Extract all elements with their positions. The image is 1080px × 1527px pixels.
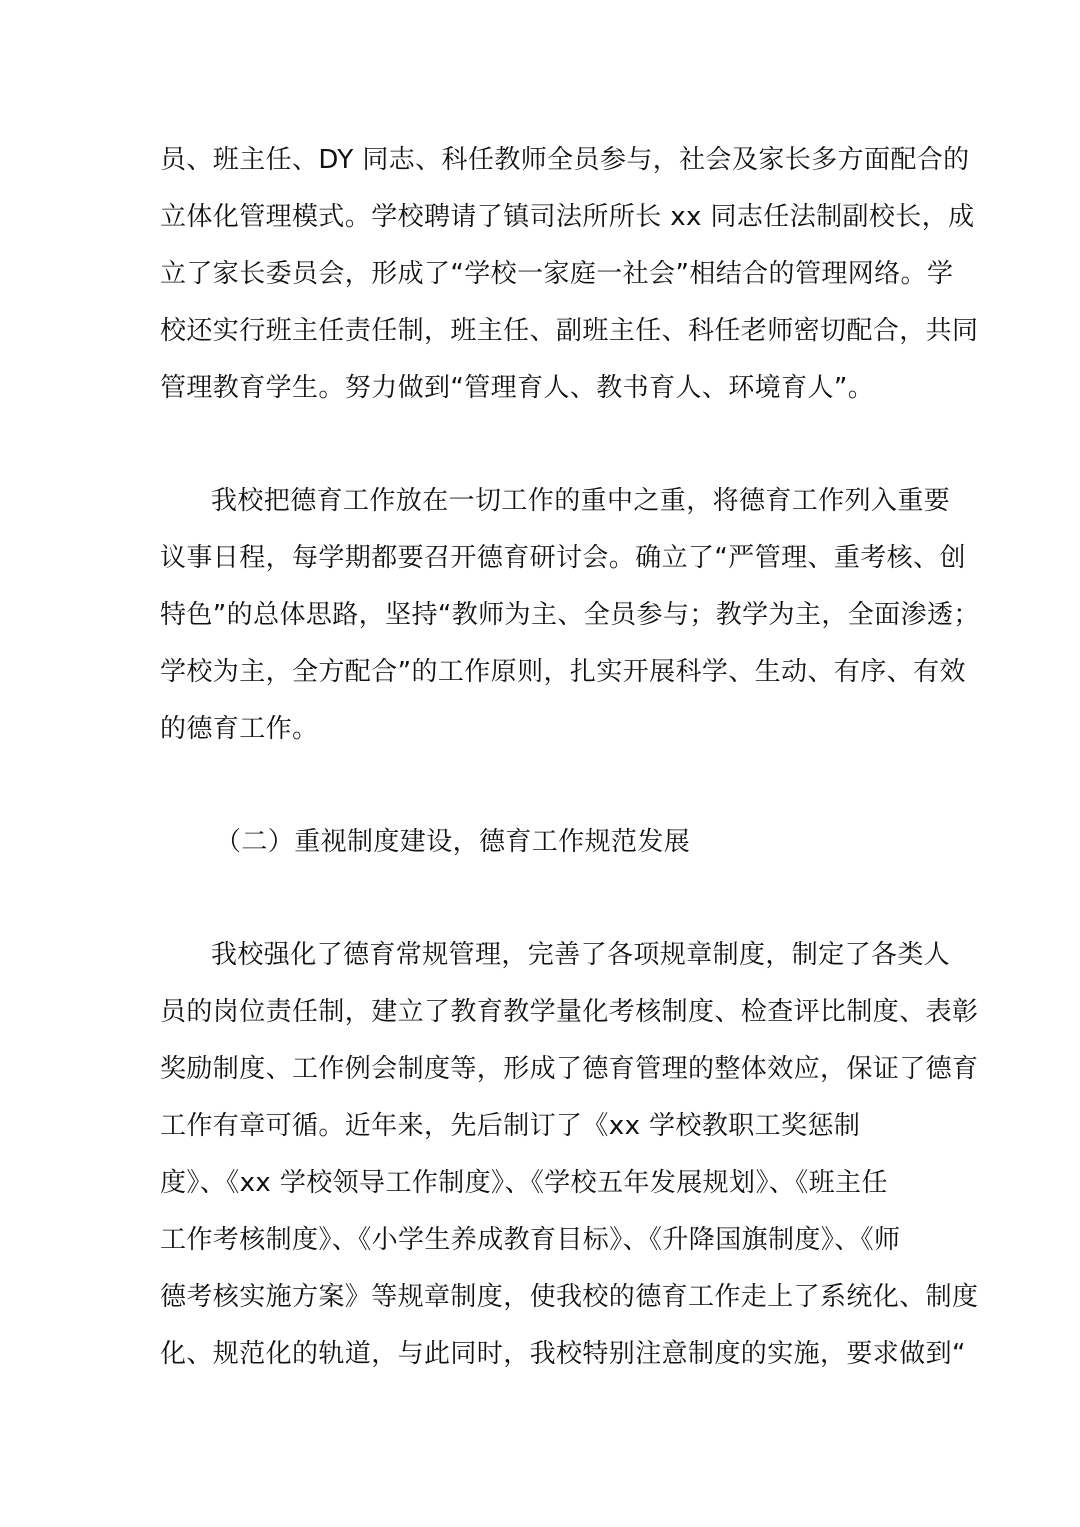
text-line: 度》、《xx 学校领导工作制度》、《学校五年发展规划》、《班主任 xyxy=(160,1168,888,1198)
text-line: 员、班主任、DY 同志、科任教师全员参与，社会及家长多方面配合的 xyxy=(160,145,970,175)
text-line: 工作有章可循。近年来，先后制订了《xx 学校教职工奖惩制 xyxy=(160,1111,861,1141)
text-line: 特色”的总体思路，坚持“教师为主、全员参与；教学为主，全面渗透； xyxy=(160,600,980,630)
text-line: 我校把德育工作放在一切工作的重中之重，将德育工作列入重要 xyxy=(211,486,951,516)
text-line: 员的岗位责任制，建立了教育教学量化考核制度、检查评比制度、表彰 xyxy=(160,997,979,1027)
text-line: 校还实行班主任责任制，班主任、副班主任、科任老师密切配合，共同 xyxy=(160,316,979,346)
text-line: 立体化管理模式。学校聘请了镇司法所所长 xx 同志任法制副校长，成 xyxy=(160,202,975,232)
text-line: 学校为主，全方配合”的工作原则，扎实开展科学、生动、有序、有效 xyxy=(160,657,966,687)
text-line: 立了家长委员会，形成了“学校一家庭一社会”相结合的管理网络。学 xyxy=(160,259,954,289)
text-line: 议事日程，每学期都要召开德育研讨会。确立了“严管理、重考核、创 xyxy=(160,543,966,573)
text-line: 德考核实施方案》等规章制度，使我校的德育工作走上了系统化、制度 xyxy=(160,1282,979,1312)
section-heading: （二）重视制度建设，德育工作规范发展 xyxy=(215,827,691,857)
text-line: 工作考核制度》、《小学生养成教育目标》、《升降国旗制度》、《师 xyxy=(160,1225,901,1255)
text-line: 化、规范化的轨道，与此同时，我校特别注意制度的实施，要求做到“ xyxy=(160,1339,966,1369)
text-line: 我校强化了德育常规管理，完善了各项规章制度，制定了各类人 xyxy=(211,940,951,970)
text-line: 奖励制度、工作例会制度等，形成了德育管理的整体效应，保证了德育 xyxy=(160,1054,979,1084)
text-line: 管理教育学生。努力做到“管理育人、教书育人、环境育人”。 xyxy=(160,373,875,403)
text-line: 的德育工作。 xyxy=(160,714,319,744)
